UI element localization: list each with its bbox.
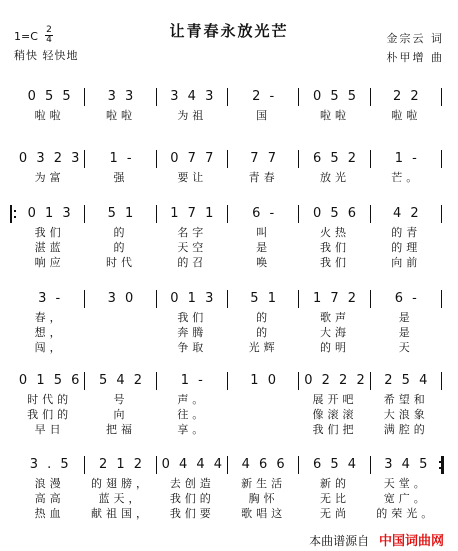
lyrics-verse-1 [14, 476, 442, 491]
measure: 1 7 1 [157, 205, 228, 223]
measure: 0 1 3 [157, 290, 228, 308]
measure: 3 . 5 [14, 456, 85, 474]
lyric-syllables: 名字 [177, 226, 208, 239]
lyric-syllables: 的理 [391, 241, 422, 254]
lyric-syllables: 的明 [319, 341, 350, 354]
measure: 3 3 [85, 88, 156, 106]
key-signature: 1=C [14, 30, 38, 43]
lyrics-verse-2 [14, 407, 442, 422]
lyric-syllables: 的 [256, 326, 272, 339]
composer-credit: 朴甲增 曲 [386, 51, 444, 64]
tempo-marking: 稍快 轻快地 [14, 49, 79, 62]
lyric-syllables: 奔腾 [177, 326, 208, 339]
lyric-syllables: 往。 [177, 408, 208, 421]
score-system-6 [14, 456, 442, 521]
measure: 1 7 2 [299, 290, 370, 308]
lyric-syllables: 天堂。 [383, 477, 429, 490]
lyric-syllables: 的召 [177, 256, 208, 269]
lyric-syllables [85, 325, 156, 340]
lyric-syllables: 天 [398, 341, 414, 354]
lyric-syllables: 把福 [105, 423, 136, 436]
measure: 2 1 2 [85, 456, 156, 474]
lyric-syllables: 展开吧 [312, 393, 358, 406]
lyric-syllables: 歌声 [319, 311, 350, 324]
score-system-4 [14, 290, 442, 355]
lyric-syllables: 新的 [319, 477, 350, 490]
lyric-syllables: 光辉 [248, 341, 279, 354]
lyric-syllables: 湛蓝 [34, 241, 65, 254]
lyric-syllables: 争取 [177, 341, 208, 354]
measure: 3 0 [85, 290, 156, 308]
notes-row [14, 372, 442, 390]
measure: 0 4 4 4 [157, 456, 228, 474]
lyric-syllables: 早日 [34, 423, 65, 436]
measure: 1 0 [228, 372, 299, 390]
time-signature-bottom: 4 [46, 35, 52, 45]
measure: 3 4 5 [371, 456, 442, 474]
lyric-syllables: 啦啦 [105, 109, 136, 122]
lyric-syllables: 啦啦 [391, 109, 422, 122]
lyrics-verse-2 [14, 491, 442, 506]
repeat-start-sign [10, 205, 16, 223]
lyric-syllables: 时代的 [27, 393, 73, 406]
lyric-syllables: 享。 [177, 423, 208, 436]
measure: 0 1 5 6 [14, 372, 85, 390]
lyric-syllables: 的 [113, 226, 129, 239]
measure: 4 2 [371, 205, 442, 223]
score-system-1 [14, 88, 442, 123]
measure: 5 1 [85, 205, 156, 223]
lyric-syllables: 胸怀 [248, 492, 279, 505]
lyric-syllables: 无比 [319, 492, 350, 505]
lyric-syllables: 的荣光。 [376, 507, 437, 520]
lyrics-verse-1 [14, 225, 442, 240]
measure: 1 - [371, 150, 442, 168]
notes-row [14, 88, 442, 106]
measure: 6 5 2 [299, 150, 370, 168]
lyric-syllables [228, 392, 299, 407]
lyric-syllables [85, 340, 156, 355]
lyric-syllables: 像滚滚 [312, 408, 358, 421]
measure: 6 5 4 [299, 456, 370, 474]
song-title: 让青春永放光芒 [169, 22, 289, 40]
lyric-syllables: 热血 [34, 507, 65, 520]
lyric-syllables: 我们 [319, 241, 350, 254]
lyric-syllables: 声。 [177, 393, 208, 406]
notes-row [14, 150, 442, 168]
measure: 4 6 6 [228, 456, 299, 474]
time-signature [44, 26, 54, 45]
measure: 2 5 4 [371, 372, 442, 390]
lyric-syllables: 歌唱这 [241, 507, 287, 520]
lyric-syllables: 我们的 [169, 492, 215, 505]
lyric-syllables: 为富 [34, 171, 65, 184]
measure: 0 5 5 [299, 88, 370, 106]
lyric-syllables: 浪漫 [34, 477, 65, 490]
time-signature-top: 2 [46, 25, 52, 35]
lyric-syllables: 叫 [256, 226, 272, 239]
lyric-syllables: 宽广。 [383, 492, 429, 505]
lyric-syllables: 火热 [319, 226, 350, 239]
lyric-syllables: 去创造 [169, 477, 215, 490]
measure: 1 - [157, 372, 228, 390]
lyric-syllables: 时代 [105, 256, 136, 269]
lyric-syllables: 我们要 [169, 507, 215, 520]
lyric-syllables: 想， [34, 326, 65, 339]
measure: 6 - [371, 290, 442, 308]
measure: 5 1 [228, 290, 299, 308]
lyrics-verse-1 [14, 170, 442, 185]
lyric-syllables: 号 [113, 393, 129, 406]
lyric-syllables: 为祖 [177, 109, 208, 122]
lyrics-verse-1 [14, 310, 442, 325]
lyric-syllables: 献祖国， [90, 507, 151, 520]
measure: 0 2 2 2 [299, 372, 370, 390]
measure: 0 5 5 [14, 88, 85, 106]
lyrics-verse-3 [14, 255, 442, 270]
lyrics-verse-2 [14, 325, 442, 340]
lyric-syllables: 是 [398, 326, 414, 339]
footer-site-link[interactable]: 中国词曲网 [378, 534, 444, 549]
notes-row [14, 456, 442, 474]
lyrics-verse-1 [14, 108, 442, 123]
lyric-syllables: 大浪象 [383, 408, 429, 421]
score-system-5 [14, 372, 442, 437]
lyric-syllables: 放光 [319, 171, 350, 184]
measure: 0 3 2 3 [14, 150, 85, 168]
lyric-syllables: 我们的 [27, 408, 73, 421]
lyric-syllables: 啦啦 [34, 109, 65, 122]
lyric-syllables: 我们把 [312, 423, 358, 436]
score-system-2 [14, 150, 442, 185]
measure: 3 - [14, 290, 85, 308]
lyrics-verse-3 [14, 506, 442, 521]
footer-source-label: 本曲谱源自 [309, 534, 370, 548]
notes-row [14, 290, 442, 308]
lyric-syllables: 是 [398, 311, 414, 324]
lyric-syllables: 我们 [177, 311, 208, 324]
lyric-syllables: 唤 [256, 256, 272, 269]
lyrics-verse-1 [14, 392, 442, 407]
lyric-syllables: 是 [256, 241, 272, 254]
lyric-syllables: 响应 [34, 256, 65, 269]
lyric-syllables: 我们 [34, 226, 65, 239]
repeat-end-sign [439, 456, 444, 474]
lyric-syllables: 向 [113, 408, 129, 421]
measure: 0 7 7 [157, 150, 228, 168]
measure: 3 4 3 [157, 88, 228, 106]
lyric-syllables: 春， [34, 311, 65, 324]
lyric-syllables: 强 [113, 171, 129, 184]
lyric-syllables: 的 [256, 311, 272, 324]
lyricist-credit: 金宗云 词 [386, 32, 444, 45]
lyric-syllables: 蓝天， [98, 492, 144, 505]
lyric-syllables: 的 [113, 241, 129, 254]
measure: 2 2 [371, 88, 442, 106]
lyrics-verse-3 [14, 340, 442, 355]
lyric-syllables [228, 407, 299, 422]
measure: 0 5 6 [299, 205, 370, 223]
notes-row [14, 205, 442, 223]
lyric-syllables: 啦啦 [319, 109, 350, 122]
lyrics-verse-3 [14, 422, 442, 437]
lyrics-verse-2 [14, 240, 442, 255]
lyric-syllables: 高高 [34, 492, 65, 505]
lyric-syllables: 希望和 [383, 393, 429, 406]
footer [309, 530, 444, 549]
lyric-syllables: 新生活 [241, 477, 287, 490]
measure: 1 - [85, 150, 156, 168]
lyric-syllables: 的青 [391, 226, 422, 239]
lyric-syllables: 要让 [177, 171, 208, 184]
lyric-syllables: 的翅膀， [90, 477, 151, 490]
lyric-syllables: 天空 [177, 241, 208, 254]
measure: 7 7 [228, 150, 299, 168]
lyric-syllables: 闯， [34, 341, 65, 354]
measure: 5 4 2 [85, 372, 156, 390]
lyric-syllables: 向前 [391, 256, 422, 269]
lyric-syllables [85, 310, 156, 325]
measure: 0 1 3 [14, 205, 85, 223]
lyric-syllables: 国 [256, 109, 272, 122]
lyric-syllables: 无尚 [319, 507, 350, 520]
measure: 2 - [228, 88, 299, 106]
lyric-syllables: 满腔的 [383, 423, 429, 436]
score-system-3 [14, 205, 442, 270]
measure: 6 - [228, 205, 299, 223]
lyric-syllables: 青春 [248, 171, 279, 184]
lyric-syllables: 我们 [319, 256, 350, 269]
lyric-syllables: 芒。 [391, 171, 422, 184]
lyric-syllables [228, 422, 299, 437]
lyric-syllables: 大海 [319, 326, 350, 339]
